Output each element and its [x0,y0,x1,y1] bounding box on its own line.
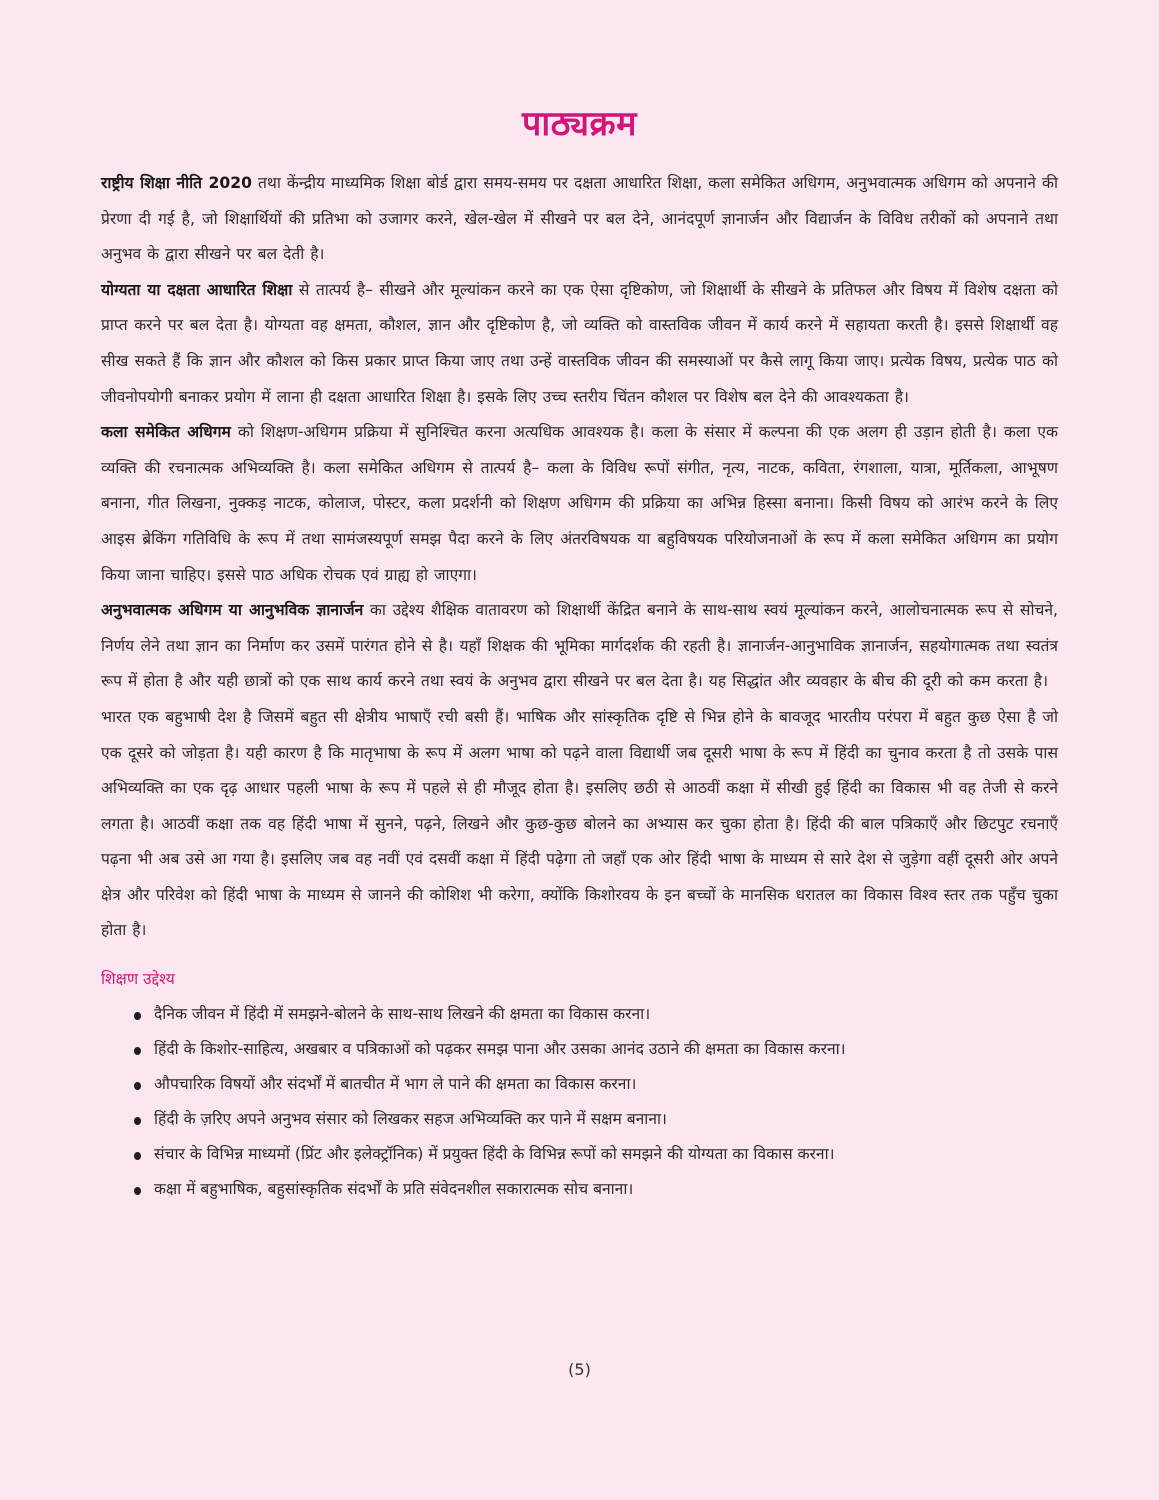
objective-text: संचार के विभिन्न माध्यमों (प्रिंट और इलेक्ट्रॉनिक) में प्रयुक्त हिंदी के विभिन्न रूपों को समझने की योग्यता का विकास करना। [154,1145,835,1164]
page-number: (5) [568,1360,591,1379]
objective-text: कक्षा में बहुभाषिक, बहुसांस्कृतिक संदर्भों के प्रति संवेदनशील सकारात्मक सोच बनाना। [154,1180,634,1199]
bullet-icon [134,1082,141,1090]
bullet-icon [134,1047,141,1055]
paragraph-competency-education [101,273,1058,415]
objectives-heading: शिक्षण उद्देश्य [101,970,175,989]
paragraph-multilingual-india [101,700,1058,949]
paragraph-body: को शिक्षण-अधिगम प्रक्रिया में सुनिश्चित करना अत्यधिक आवश्यक है। कला के संसार में कल्पना की एक अलग ही उड़ान होती है। कला एक व्यक्ति की रचनात्मक अभिव्यक्ति है। कला समेकित अधिगम से तात्पर्य है– कला के विविध रूपों संगीत, नृत्य, नाटक, कविता, रंगशाला, यात्रा, मूर्तिकला, आभूषण बनाना, गीत लिखना, नुक्कड़ नाटक, कोलाज, पोस्टर, कला प्रदर्शनी को शिक्षण अधिगम की प्रक्रिया का अभिन्न हिस्सा बनाना। किसी विषय को आरंभ करने के लिए आइस ब्रेकिंग गतिविधि के रूप में तथा सामंजस्यपूर्ण समझ पैदा करने के लिए अंतरविषयक या बहुविषयक परियोजनाओं के रूप में कला समेकित अधिगम का प्रयोग किया जाना चाहिए। इससे पाठ अधिक रोचक एवं ग्राह्य हो जाएगा। [101,423,1058,584]
objective-text: औपचारिक विषयों और संदर्भों में बातचीत में भाग ले पाने की क्षमता का विकास करना। [154,1075,637,1094]
bullet-icon [134,1012,141,1020]
document-page [101,100,1058,1207]
page-title: पाठ्यक्रम [522,104,637,144]
paragraph-art-integrated-learning [101,415,1058,593]
paragraph-lead-term: अनुभवात्मक अधिगम या आनुभविक ज्ञानार्जन [101,601,364,620]
bullet-icon [134,1152,141,1160]
objective-text: हिंदी के ज़रिए अपने अनुभव संसार को लिखकर सहज अभिव्यक्ति कर पाने में सक्षम बनाना। [154,1110,667,1129]
objective-item [134,1032,1058,1067]
paragraph-body: का उद्देश्य शैक्षिक वातावरण को शिक्षार्थी केंद्रित बनाने के साथ-साथ स्वयं मूल्यांकन करने, आलोचनात्मक रूप से सोचने, निर्णय लेने तथा ज्ञान का निर्माण कर उसमें पारंगत होने से है। यहाँ शिक्षक की भूमिका मार्गदर्शक की रहती है। ज्ञानार्जन-आनुभाविक ज्ञानार्जन, सहयोगात्मक तथा स्वतंत्र रूप में होता है और यही छात्रों को एक साथ कार्य करने तथा स्वयं के अनुभव द्वारा सीखने पर बल देता है। यह सिद्धांत और व्यवहार के बीच की दूरी को कम करता है। [101,601,1058,691]
paragraph-experiential-learning [101,593,1058,700]
paragraph-body: तथा केंन्द्रीय माध्यमिक शिक्षा बोर्ड द्वारा समय-समय पर दक्षता आधारित शिक्षा, कला समेकित अधिगम, अनुभवात्मक अधिगम को अपनाने की प्रेरणा दी गई है, जो शिक्षार्थियों की प्रतिभा को उजागर करने, खेल-खेल में सीखने पर बल देने, आनंदपूर्ण ज्ञानार्जन और विद्यार्जन के विविध तरीकों को अपनाने तथा अनुभव के द्वारा सीखने पर बल देती है। [101,174,1058,264]
objective-text: दैनिक जीवन में हिंदी में समझने-बोलने के साथ-साथ लिखने की क्षमता का विकास करना। [154,1005,651,1024]
paragraph-body: भारत एक बहुभाषी देश है जिसमें बहुत सी क्षेत्रीय भाषाएँ रची बसी हैं। भाषिक और सांस्कृतिक दृष्टि से भिन्न होने के बावजूद भारतीय परंपरा में बहुत कुछ ऐसा है जो एक दूसरे को जोड़ता है। यही कारण है कि मातृभाषा के रूप में अलग भाषा को पढ़ने वाला विद्यार्थी जब दूसरी भाषा के रूप में हिंदी का चुनाव करता है तो उसके पास अभिव्यक्ति का एक दृढ़ आधार पहली भाषा के रूप में पहले से ही मौजूद होता है। इसलिए छठी से आठवीं कक्षा में सीखी हुई हिंदी का विकास भी वह तेजी से करने लगता है। आठवीं कक्षा तक वह हिंदी भाषा में सुनने, पढ़ने, लिखने और कुछ-कुछ बोलने का अभ्यास कर चुका होता है। हिंदी की बाल पत्रिकाएँ और छिटपुट रचनाएँ पढ़ना भी अब उसे आ गया है। इसलिए जब वह नवीं एवं दसवीं कक्षा में हिंदी पढ़ेगा तो जहाँ एक ओर हिंदी भाषा के माध्यम से सारे देश से जुड़ेगा वहीं दूसरी ओर अपने क्षेत्र और परिवेश को हिंदी भाषा के माध्यम से जानने की कोशिश भी करेगा, क्योंकि किशोरवय के इन बच्चों के मानसिक धरातल का विकास विश्व स्तर तक पहुँच चुका होता है। [101,707,1058,940]
objective-item [134,1172,1058,1207]
objectives-list [101,997,1058,1207]
paragraph-lead-term: कला समेकित अधिगम [101,423,231,442]
objective-item [134,997,1058,1032]
paragraph-lead-term: योग्यता या दक्षता आधारित शिक्षा [101,280,293,299]
objective-item [134,1067,1058,1102]
bullet-icon [134,1187,141,1195]
objective-item [134,1102,1058,1137]
bullet-icon [134,1117,141,1125]
objective-item [134,1137,1058,1172]
paragraph-lead-term: राष्ट्रीय शिक्षा नीति 2020 [101,174,252,192]
paragraph-body: से तात्पर्य है– सीखने और मूल्यांकन करने का एक ऐसा दृष्टिकोण, जो शिक्षार्थी के सीखने के प्रतिफल और विषय में विशेष दक्षता को प्राप्त करने पर बल देता है। योग्यता वह क्षमता, कौशल, ज्ञान और दृष्टिकोण है, जो व्यक्ति को वास्तविक जीवन में कार्य करने में सहायता करती है। इससे शिक्षार्थी वह सीख सकते हैं कि ज्ञान और कौशल को किस प्रकार प्राप्त किया जाए तथा उन्हें वास्तविक जीवन की समस्याओं पर कैसे लागू किया जाए। प्रत्येक विषय, प्रत्येक पाठ को जीवनोपयोगी बनाकर प्रयोग में लाना ही दक्षता आधारित शिक्षा है। इसके लिए उच्च स्तरीय चिंतन कौशल पर विशेष बल देने की आवश्यकता है। [101,280,1058,406]
objective-text: हिंदी के किशोर-साहित्य, अखबार व पत्रिकाओं को पढ़कर समझ पाना और उसका आनंद उठाने की क्षमता का विकास करना। [154,1040,846,1059]
paragraph-nep-2020 [101,166,1058,273]
